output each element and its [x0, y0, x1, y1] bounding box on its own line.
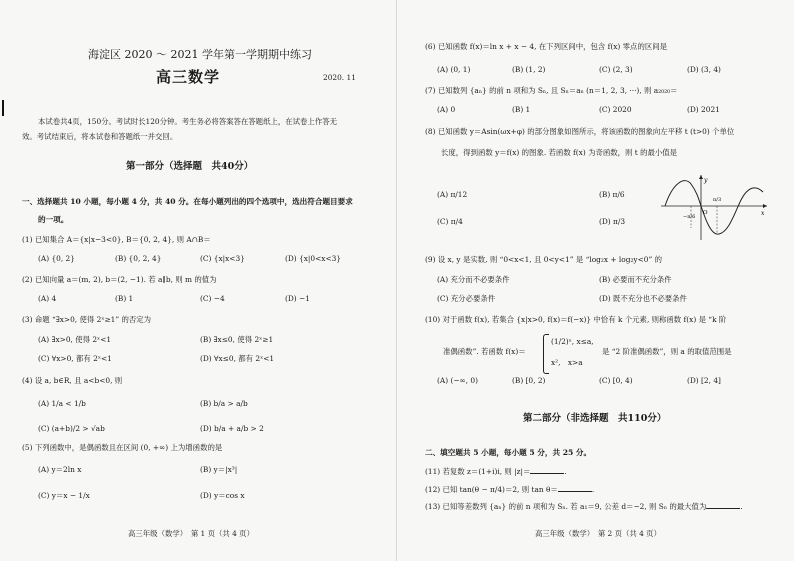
q3-option-d: (D) ∀x≤0, 都有 2ˣ<1 [200, 354, 275, 363]
page-footer-left: 高三年级（数学） 第 1 页（共 4 页） [128, 529, 254, 538]
q3-stem: (3) 命题 “∃x>0, 使得 2ˣ≥1” 的否定为 [22, 315, 152, 324]
q13-stem: (13) 已知等差数列 {aₙ} 的前 n 项和为 Sₙ. 若 a₁＝9, 公差 d＝−2, 则 Sₙ 的最大值为 . [425, 502, 743, 511]
q2-option-d: (D) −1 [285, 294, 310, 303]
q10-line1: (10) 对于函数 f(x), 若集合 {x|x>0, f(x)＝f(−x)} 中恰有 k 个元素, 则称函数 f(x) 是 “k 阶 [425, 315, 727, 324]
exam-date: 2020. 11 [323, 73, 356, 82]
q4-option-c: (C) (a+b)/2 > √ab [38, 424, 105, 433]
q5-stem: (5) 下列函数中，是偶函数且在区间 (0, +∞) 上为增函数的是 [22, 443, 223, 452]
q10-option-d: (D) [2, 4] [687, 376, 721, 385]
q1-option-a: (A) {0, 2} [38, 254, 75, 263]
q10-option-c: (C) [0, 4) [599, 376, 633, 385]
q1-option-b: (B) {0, 2, 4} [115, 254, 162, 263]
binding-mark [2, 100, 4, 116]
q7-option-a: (A) 0 [437, 105, 456, 114]
q13-answer-blank [706, 501, 740, 509]
graph-tick-right: π/3 [713, 197, 722, 203]
q9-option-b: (B) 必要而不充分条件 [599, 275, 672, 284]
q9-option-a: (A) 充分而不必要条件 [437, 275, 510, 284]
section1-line2: 的一项。 [38, 215, 69, 224]
q7-option-d: (D) 2021 [687, 105, 720, 114]
q10-line2-tail: 是 “2 阶准偶函数”，则 a 的取值范围是 [602, 347, 732, 356]
q10-piece2: x², x>a [551, 358, 583, 367]
exam-title: 海淀区 2020 ～ 2021 学年第一学期期中练习 [88, 48, 312, 61]
q8-option-a: (A) π/12 [437, 190, 468, 199]
q6-stem: (6) 已知函数 f(x)＝ln x + x − 4, 在下列区间中，包含 f(x) 零点的区间是 [425, 42, 668, 51]
q2-option-c: (C) −4 [200, 294, 225, 303]
q1-stem: (1) 已知集合 A＝{x|x−3<0}, B＝{0, 2, 4}, 则 A∩B＝ [22, 235, 211, 244]
q8-option-d: (D) π/3 [599, 217, 626, 226]
q5-option-a: (A) y＝2ln x [38, 465, 82, 474]
q9-option-c: (C) 充分必要条件 [437, 294, 496, 303]
q11-stem: (11) 若复数 z＝(1+i)i, 则 |z|＝ . [425, 467, 567, 476]
q8-option-b: (B) π/6 [599, 190, 625, 199]
q6-option-b: (B) (1, 2) [512, 65, 546, 74]
intro-line-1: 本试卷共4页，150分。考试时长120分钟。考生务必将答案答在答题纸上，在试卷上作答无 [38, 117, 337, 126]
graph-label-y: y [704, 177, 708, 184]
subject-title: 高三数学 [156, 68, 221, 86]
q10-option-b: (B) [0, 2) [512, 376, 546, 385]
page-footer-right: 高三年级（数学） 第 2 页（共 4 页） [535, 529, 661, 538]
q4-stem: (4) 设 a, b∈R, 且 a<b<0, 则 [22, 376, 123, 385]
q5-option-c: (C) y＝x − 1/x [38, 491, 90, 500]
section1-line1: 一、选择题共 10 小题，每小题 4 分，共 40 分。在每小题列出的四个选项中，选出符合题目要求 [22, 197, 353, 206]
graph-tick-left: −π/6 [683, 214, 696, 220]
q10-piece1: (1/2)ˣ, x≤a, [551, 337, 594, 346]
q9-stem: (9) 设 x, y 是实数, 则 “0<x<1, 且 0<y<1” 是 “log₂x + log₂y<0” 的 [425, 255, 663, 264]
section2-heading: 二、填空题共 5 小题，每小题 5 分，共 25 分。 [425, 448, 592, 457]
q6-option-c: (C) (2, 3) [599, 65, 633, 74]
graph-y-arrow [699, 175, 703, 179]
q12-stem: (12) 已知 tan(θ − π/4)＝2, 则 tan θ＝ . [425, 485, 595, 494]
q8-line2: 长度，得到函数 y＝f(x) 的图象. 若函数 f(x) 为奇函数，则 t 的最小值是 [441, 148, 678, 157]
q1-option-d: (D) {x|0<x<3} [285, 254, 342, 263]
q7-stem: (7) 已知数列 {aₙ} 的前 n 项和为 Sₙ, 且 Sₙ＝aₙ (n＝1, 2, 3, ···), 则 a₂₀₂₀＝ [425, 86, 678, 95]
q8-sine-graph [659, 172, 771, 242]
q10-brace [543, 334, 549, 374]
q10-line2: 准偶函数”. 若函数 f(x)＝ [443, 347, 526, 356]
q6-option-d: (D) (3, 4) [687, 65, 721, 74]
q2-stem: (2) 已知向量 a＝(m, 2), b＝(2, −1). 若 a∥b, 则 m 的值为 [22, 275, 217, 284]
q3-option-a: (A) ∃x>0, 使得 2ˣ<1 [38, 335, 112, 344]
q8-option-c: (C) π/4 [437, 217, 463, 226]
graph-label-origin: O [703, 210, 708, 216]
q8-line1: (8) 已知函数 y＝Asin(ωx+φ) 的部分图象如图所示，将该函数的图象向左平移 t (t>0) 个单位 [425, 127, 735, 136]
q5-option-b: (B) y＝|x³| [200, 465, 238, 474]
q4-option-b: (B) b/a > a/b [200, 399, 248, 408]
q9-option-d: (D) 既不充分也不必要条件 [599, 294, 687, 303]
q7-option-c: (C) 2020 [599, 105, 632, 114]
q7-option-b: (B) 1 [512, 105, 531, 114]
q11-answer-blank [530, 466, 564, 474]
q3-option-b: (B) ∃x≤0, 使得 2ˣ≥1 [200, 335, 274, 344]
part1-heading: 第一部分（选择题 共40分） [126, 161, 254, 172]
q2-option-a: (A) 4 [38, 294, 57, 303]
graph-sine-curve [665, 181, 763, 234]
page-right [397, 0, 794, 561]
q5-option-d: (D) y＝cos x [200, 491, 245, 500]
graph-x-arrow [763, 204, 767, 208]
q2-option-b: (B) 1 [115, 294, 134, 303]
q4-option-a: (A) 1/a < 1/b [38, 399, 86, 408]
graph-label-x: x [761, 210, 765, 217]
q10-option-a: (A) (−∞, 0) [437, 376, 478, 385]
q3-option-c: (C) ∀x>0, 都有 2ˣ<1 [38, 354, 112, 363]
q12-answer-blank [558, 484, 592, 492]
part2-heading: 第二部分（非选择题 共110分） [523, 413, 667, 424]
q4-option-d: (D) b/a + a/b > 2 [200, 424, 264, 433]
q6-option-a: (A) (0, 1) [437, 65, 471, 74]
intro-line-2: 效。考试结束后，将本试卷和答题纸一并交回。 [22, 132, 178, 141]
q1-option-c: (C) {x|x<3} [200, 254, 245, 263]
